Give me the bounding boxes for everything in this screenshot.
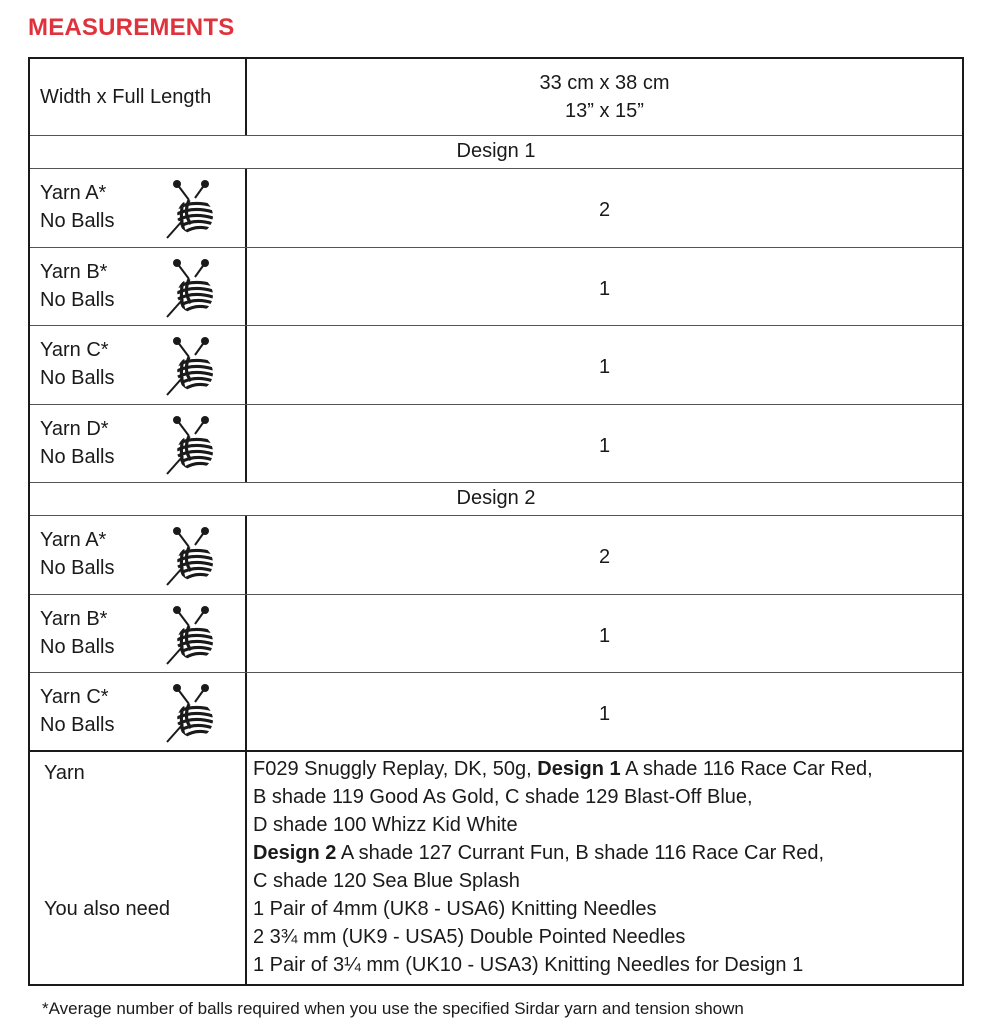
- yarn-unit: No Balls: [40, 367, 115, 389]
- yarn-unit: No Balls: [40, 210, 115, 232]
- ball-count: 1: [598, 356, 611, 378]
- ball-count: 1: [598, 434, 611, 457]
- yarn-ball-needles-icon: [163, 335, 219, 397]
- size-label: Width x Full Length: [30, 59, 247, 135]
- yarn-name: Yarn C*: [40, 686, 109, 708]
- yarn-name: Yarn A*: [40, 182, 107, 204]
- also-need-label: You also need: [44, 897, 171, 920]
- needle-line: 1 Pair of 3¼ mm (UK10 - USA3) Knitting Needles for Design 1: [253, 953, 804, 976]
- yarn-spec-line: D shade 100 Whizz Kid White: [253, 813, 518, 836]
- design-1-heading: Design 1: [456, 140, 536, 162]
- yarn-row: [30, 405, 962, 484]
- yarn-ball-needles-icon: [163, 682, 219, 744]
- details-text: [247, 752, 962, 984]
- details-row: [30, 752, 962, 984]
- yarn-name: Yarn A*: [40, 529, 107, 551]
- yarn-unit: No Balls: [40, 714, 115, 736]
- yarn-row: [30, 169, 962, 248]
- size-imperial: 13” x 15”: [565, 100, 644, 122]
- yarn-row: [30, 595, 962, 674]
- yarn-ball-needles-icon: [163, 178, 219, 240]
- yarn-ball-needles-icon: [163, 414, 219, 476]
- yarn-label: Yarn: [44, 761, 85, 784]
- yarn-unit: No Balls: [40, 557, 115, 579]
- design-header-row: [30, 483, 962, 516]
- size-value: [247, 59, 962, 135]
- yarn-ball-needles-icon: [163, 525, 219, 587]
- yarn-spec-line: C shade 120 Sea Blue Splash: [253, 869, 520, 892]
- yarn-name: Yarn B*: [40, 607, 108, 630]
- yarn-spec-line: F029 Snuggly Replay, DK, 50g, Design 1 A shade 116 Race Car Red,: [253, 757, 873, 780]
- yarn-unit: No Balls: [40, 445, 115, 468]
- yarn-row: [30, 248, 962, 327]
- ball-count: 1: [598, 277, 611, 300]
- size-row: [30, 59, 962, 136]
- size-metric: 33 cm x 38 cm: [539, 72, 670, 94]
- yarn-spec-line: B shade 119 Good As Gold, C shade 129 Blast-Off Blue,: [253, 785, 753, 808]
- section-title: MEASUREMENTS: [28, 14, 235, 41]
- measurements-table: [28, 57, 964, 986]
- needle-line: 2 3¾ mm (UK9 - USA5) Double Pointed Needles: [253, 925, 686, 948]
- yarn-unit: No Balls: [40, 288, 115, 311]
- yarn-name: Yarn C*: [40, 339, 109, 361]
- ball-count: 2: [598, 199, 611, 221]
- ball-count: 1: [598, 624, 611, 647]
- yarn-spec-line: Design 2 A shade 127 Currant Fun, B shade 116 Race Car Red,: [253, 841, 825, 864]
- yarn-name: Yarn D*: [40, 417, 109, 440]
- design-header-row: [30, 136, 962, 169]
- yarn-row: [30, 516, 962, 595]
- yarn-ball-needles-icon: [163, 257, 219, 319]
- ball-count: 2: [598, 546, 611, 568]
- yarn-unit: No Balls: [40, 635, 115, 658]
- needle-line: 1 Pair of 4mm (UK8 - USA6) Knitting Needles: [253, 897, 657, 920]
- ball-count: 1: [598, 703, 611, 725]
- yarn-ball-needles-icon: [163, 604, 219, 666]
- footnote: *Average number of balls required when you use the specified Sirdar yarn and tension shown: [42, 999, 744, 1018]
- design-2-heading: Design 2: [456, 487, 536, 509]
- yarn-row: [30, 326, 962, 405]
- yarn-row: [30, 673, 962, 752]
- yarn-name: Yarn B*: [40, 260, 108, 283]
